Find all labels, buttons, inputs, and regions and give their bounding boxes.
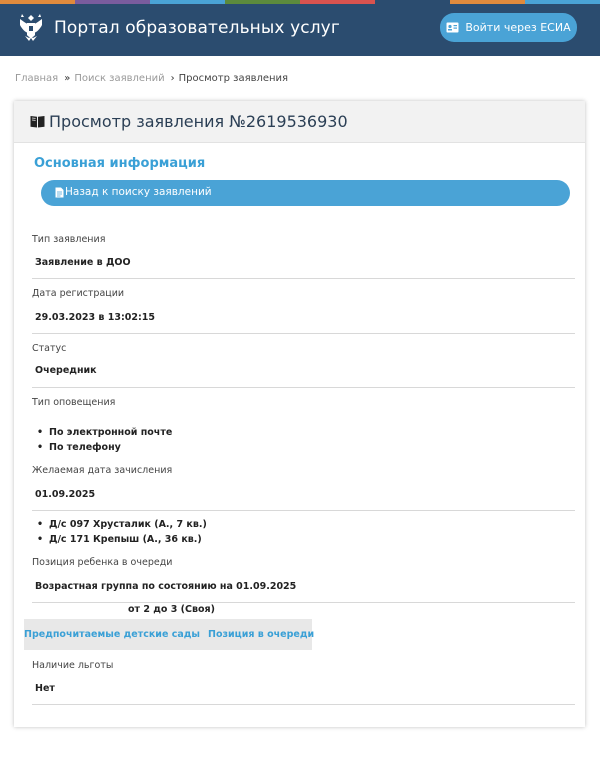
esia-login-button[interactable]: [440, 13, 577, 42]
list-item: • Д/с 171 Крепыш (А., 36 кв.): [37, 534, 207, 549]
field-label-status: Статус: [32, 343, 67, 354]
field-value-status: Очередник: [35, 365, 97, 376]
divider: [32, 510, 575, 511]
notify-list: [37, 427, 172, 457]
field-value-age-range: от 2 до 3 (Своя): [128, 604, 215, 615]
field-label-queue-position: Позиция ребенка в очереди: [32, 557, 173, 568]
list-item: • По телефону: [37, 442, 172, 457]
divider: [32, 704, 575, 705]
tab-queue-position[interactable]: Позиция в очереди: [208, 629, 315, 640]
card-header: [14, 101, 585, 143]
book-icon: [30, 115, 45, 128]
tabs-bar: [24, 619, 315, 650]
breadcrumb-separator-icon: ›: [170, 73, 175, 84]
back-to-search-label: Назад к поиску заявлений: [65, 186, 212, 198]
list-item: • По электронной почте: [37, 427, 172, 442]
id-card-icon: [446, 22, 459, 33]
esia-login-label: Войти через ЕСИА: [465, 21, 571, 34]
field-value-desired-date: 01.09.2025: [35, 489, 96, 500]
breadcrumb-current: Просмотр заявления: [178, 73, 289, 84]
section-title-main-info: Основная информация: [34, 156, 206, 171]
field-label-type: Тип заявления: [32, 234, 106, 245]
tab-preferred-kindergartens[interactable]: Предпочитаемые детские сады: [24, 629, 201, 640]
field-value-reg-date: 29.03.2023 в 13:02:15: [35, 312, 155, 323]
divider: [32, 387, 575, 388]
field-label-desired-date: Желаемая дата зачисления: [32, 465, 173, 476]
back-to-search-button[interactable]: [41, 180, 570, 206]
field-label-notify: Тип оповещения: [32, 397, 116, 408]
document-icon: [55, 187, 64, 198]
divider: [32, 333, 575, 334]
coat-of-arms-icon[interactable]: [16, 11, 46, 45]
field-value-age-group: Возрастная группа по состоянию на 01.09.2025: [35, 581, 297, 592]
field-value-type: Заявление в ДОО: [35, 257, 131, 268]
breadcrumb-separator-icon: »: [64, 73, 71, 84]
breadcrumb-search-link[interactable]: Поиск заявлений: [74, 73, 165, 84]
site-title[interactable]: Портал образовательных услуг: [54, 18, 340, 38]
application-card: [14, 101, 585, 727]
divider: [32, 602, 575, 603]
page-title: Просмотр заявления №2619536930: [49, 112, 348, 131]
field-label-reg-date: Дата регистрации: [32, 288, 125, 299]
field-value-benefit: Нет: [35, 683, 55, 694]
kindergarten-list: [37, 519, 207, 549]
header-bar: [0, 4, 600, 56]
divider: [32, 278, 575, 279]
field-label-benefit: Наличие льготы: [32, 660, 114, 671]
breadcrumb: [15, 73, 288, 84]
list-item: • Д/с 097 Хрусталик (А., 7 кв.): [37, 519, 207, 534]
breadcrumb-home-link[interactable]: Главная: [15, 73, 59, 84]
